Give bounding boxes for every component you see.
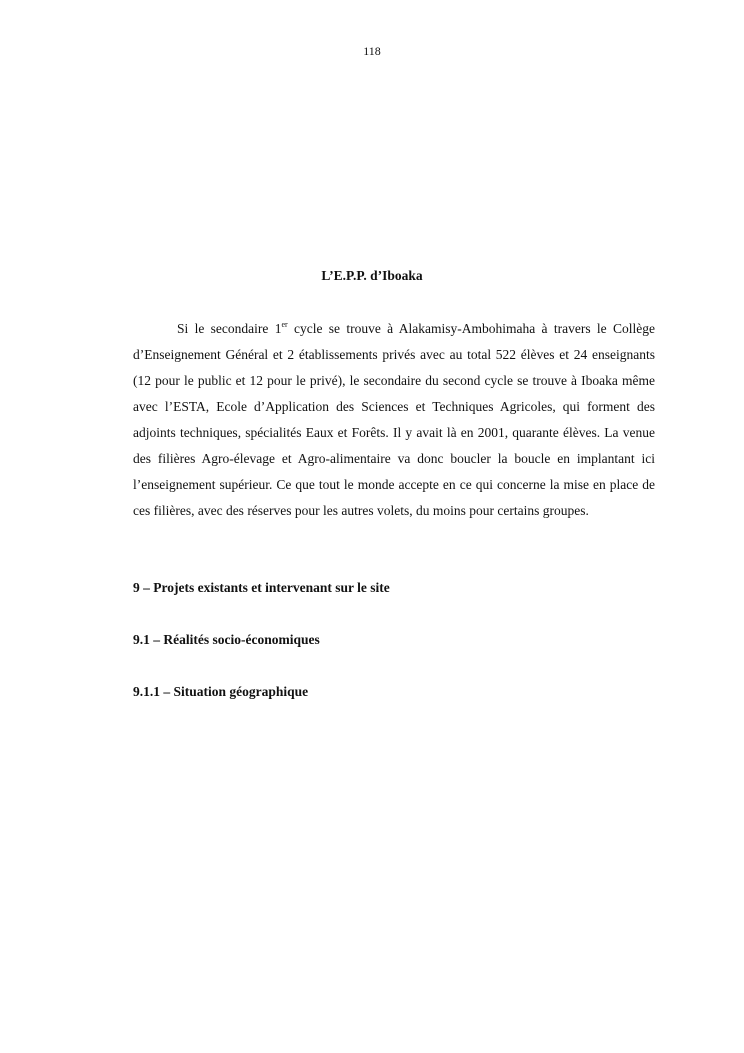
body-paragraph bbox=[133, 316, 655, 524]
page-number: 118 bbox=[363, 44, 381, 58]
ordinal-superscript: er bbox=[281, 320, 288, 329]
heading-situation-geographique: 9.1.1 – Situation géographique bbox=[133, 684, 309, 699]
paragraph-text: cycle se trouve à Alakamisy-Ambohimaha à travers le Collège d’Enseignement Général et 2 établissements privés avec au total 522 élèves et 24 enseignants (12 pour le public et 12 pour le privé), le secondaire du second cycle se trouve à Iboaka même avec l’ESTA, Ecole d’Application des Sciences et Techniques Agricoles, qui forment des adjoints techniques, spécialités Eaux et Forêts. Il y avait là en 2001, quarante élèves. La venue des filières Agro-élevage et Agro-alimentaire va donc boucler la boucle en implantant ici l’enseignement supérieur. Ce que tout le monde accepte en ce qui concerne la mise en place de ces filières, avec des réserves pour les autres volets, du moins pour certains groupes. bbox=[133, 321, 655, 518]
heading-realites-socio-economiques: 9.1 – Réalités socio-économiques bbox=[133, 632, 320, 647]
section-title: L’E.P.P. d’Iboaka bbox=[321, 268, 423, 283]
paragraph-lead: Si le secondaire 1 bbox=[177, 321, 282, 336]
heading-projets-existants: 9 – Projets existants et intervenant sur le site bbox=[133, 580, 390, 595]
